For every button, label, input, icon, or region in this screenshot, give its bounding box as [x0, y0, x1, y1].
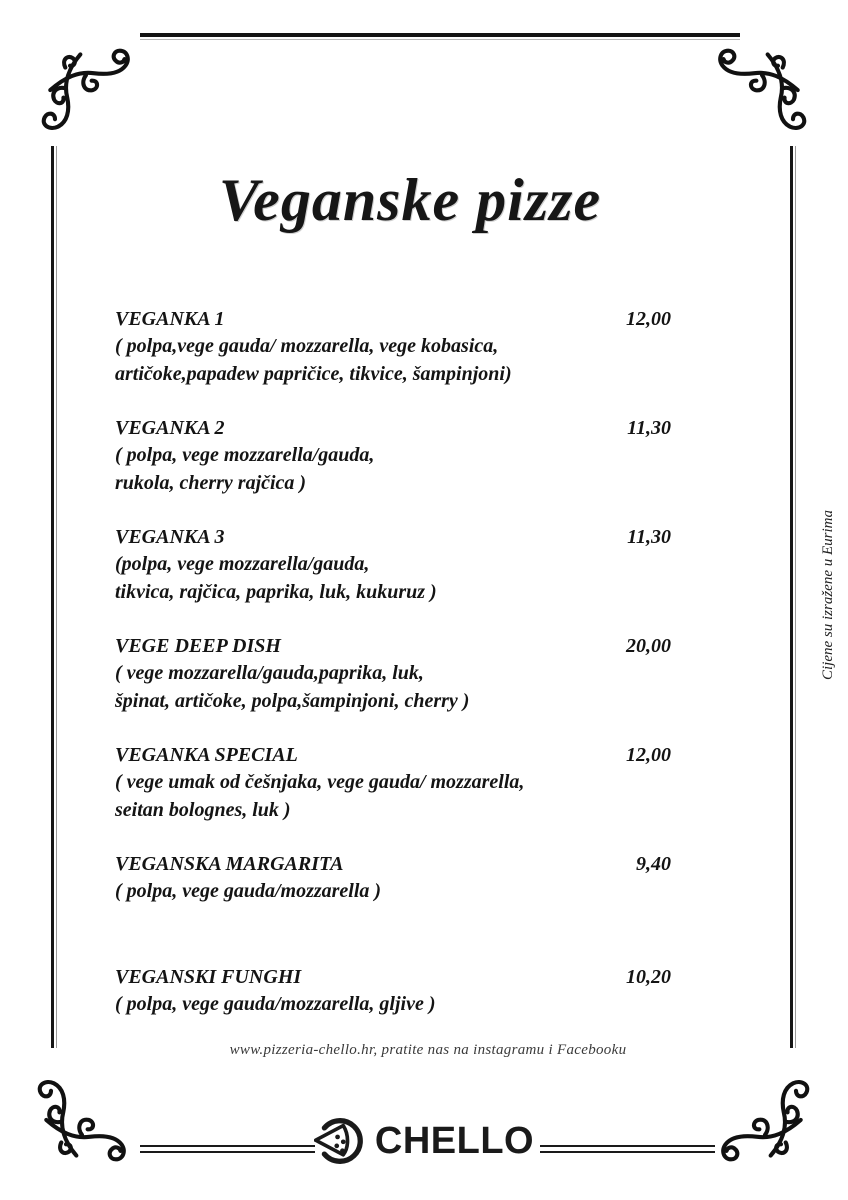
item-name: VEGANSKI FUNGHI: [115, 965, 302, 988]
item-description-line: ( vege umak od češnjaka, vege gauda/ mozzarella,: [115, 771, 525, 793]
menu-list: [115, 306, 671, 1045]
menu-item: [115, 742, 671, 824]
menu-item: [115, 524, 671, 606]
item-description-line: ( polpa, vege gauda/mozzarella ): [115, 880, 382, 902]
menu-item: [115, 633, 671, 715]
item-price: 12,00: [626, 308, 671, 330]
item-price: 12,00: [626, 744, 671, 766]
item-price: 11,30: [627, 417, 671, 439]
item-name: VEGE DEEP DISH: [115, 635, 281, 657]
menu-item: [115, 415, 671, 497]
item-description-line: ( polpa, vege mozzarella/gauda,: [115, 444, 375, 466]
pizza-logo-icon: [314, 1115, 366, 1167]
brand-logo: [0, 1112, 848, 1170]
item-description-line: špinat, artičoke, polpa,šampinjoni, cherry ): [115, 689, 470, 712]
item-name: VEGANKA 2: [115, 417, 225, 439]
item-description-line: ( polpa, vege gauda/mozzarella, gljive ): [115, 992, 436, 1015]
page-title: Veganske pizze: [218, 167, 602, 233]
item-name: VEGANKA 3: [115, 526, 225, 548]
flourish-top-left-icon: [36, 30, 151, 138]
item-price: 9,40: [636, 853, 671, 875]
item-name: VEGANKA SPECIAL: [115, 744, 298, 766]
flourish-top-right-icon: [697, 30, 812, 138]
footer-website-note: www.pizzeria-chello.hr, pratite nas na instagramu i Facebooku: [229, 1042, 627, 1058]
currency-side-note: Cijene su izražene u Eurima: [820, 510, 836, 680]
item-description-line: artičoke,papadew papričice, tikvice, šampinjoni): [115, 362, 512, 385]
menu-item: [115, 964, 671, 1019]
item-name: VEGANKA 1: [115, 308, 225, 330]
item-price: 10,20: [626, 965, 671, 988]
item-description-line: tikvica, rajčica, paprika, luk, kukuruz ): [115, 580, 437, 603]
top-border-rule: [140, 33, 740, 40]
item-description-line: (polpa, vege mozzarella/gauda,: [115, 553, 370, 575]
brand-name: CHELLO: [374, 1119, 535, 1162]
item-name: VEGANSKA MARGARITA: [115, 853, 344, 875]
right-border-rule: [790, 146, 796, 1048]
item-description-line: rukola, cherry rajčica ): [115, 471, 307, 494]
item-description-line: seitan bolognes, luk ): [115, 798, 291, 821]
menu-item: [115, 851, 671, 906]
item-description-line: ( polpa,vege gauda/ mozzarella, vege kobasica,: [115, 335, 499, 357]
item-description-line: ( vege mozzarella/gauda,paprika, luk,: [115, 662, 424, 684]
menu-item: [115, 306, 671, 388]
item-price: 20,00: [626, 635, 671, 657]
left-border-rule: [51, 146, 57, 1048]
item-price: 11,30: [627, 526, 671, 548]
